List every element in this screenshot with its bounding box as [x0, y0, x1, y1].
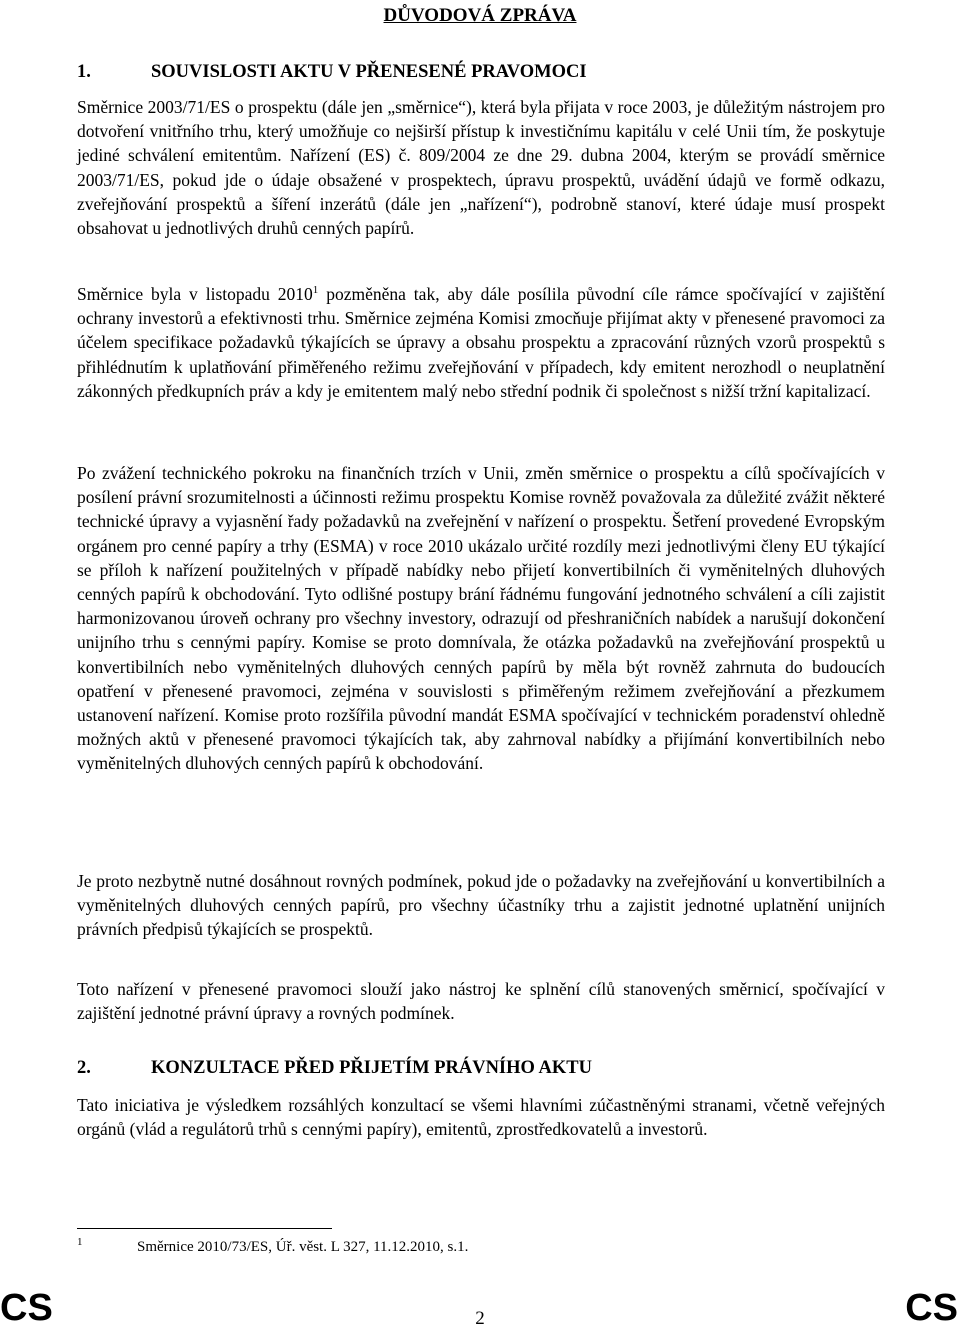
- section-1-heading: [77, 62, 587, 83]
- section-1-paragraph-1: Směrnice 2003/71/ES o prospektu (dále jen „směrnice“), která byla přijata v roce 2003, je důležitým nástrojem pro dotvoření vnitřního trhu, který umožňuje co nejširší přístup k investičnímu kapitálu v celé Unii tím, že poskytuje jediné schválení emitentům. Nařízení (ES) č. 809/2004 ze dne 29. dubna 2004, kterým se provádí směrnice 2003/71/ES, pokud jde o údaje obsažené v prospektech, úpravu prospektů, uvádění údajů ve formě odkazu, zveřejňování prospektů a šíření inzerátů (dále jen „nařízení“), podrobně stanoví, které údaje musí prospekt obsahovat u jednotlivých druhů cenných papírů.: [77, 97, 885, 239]
- section-2-paragraph-1: Tato iniciativa je výsledkem rozsáhlých konzultací se všemi hlavními zúčastněnými stranami, včetně veřejných orgánů (vlád a regulátorů trhů s cennými papíry), emitentů, zprostředkovatelů a investorů.: [77, 1095, 885, 1140]
- section-1-paragraph-3: Po zvážení technického pokroku na finančních trzích v Unii, změn směrnice o prospektu a cílů spočívajících v posílení právní srozumitelnosti a účinnosti režimu prospektu Komise rovněž považovala za důležité zvážit některé technické úpravy a vyjasnění řady požadavků na zveřejnění v nařízení o prospektu. Šetření provedené Evropským orgánem pro cenné papíry a trhy (ESMA) v roce 2010 ukázalo určité rozdíly mezi jednotlivými členy EU týkající se příloh k nařízení použitelných v případě nabídky nebo přijetí konvertibilních či vyměnitelných dluhových cenných papírů k obchodování. Tyto odlišné postupy brání řádnému fungování jednotného schválení a cíli zajistit harmonizovanou úroveň ochrany pro všechny investory, odrazují od přeshraničních nabídek a narušují dokončení unijního trhu s cennými papíry. Komise se proto domnívala, že otázka požadavků na zveřejňování prospektů u konvertibilních nebo vyměnitelných dluhových cenných papírů by měla být rovněž zahrnuta do budoucích opatření v přenesené pravomoci, zejména v souvislosti s přiměřeným režimem zveřejňování a přezkumem ustanovení nařízení. Komise proto rozšířila původní mandát ESMA spočívající v technickém poradenství ohledně možných aktů v přenesené pravomoci týkajících tak, aby zahrnoval nabídky a přijímání konvertibilních nebo vyměnitelných dluhových cenných papírů k obchodování.: [77, 463, 885, 774]
- section-1-paragraph-4: Je proto nezbytně nutné dosáhnout rovných podmínek, pokud jde o požadavky na zveřejňování u konvertibilních a vyměnitelných dluhových cenných papírů, pro všechny účastníky trhu a zajistit jednotné uplatnění unijních právních předpisů týkajících se prospektů.: [77, 871, 885, 940]
- language-code-left: CS: [0, 1287, 53, 1329]
- footnote: 1 Směrnice 2010/73/ES, Úř. věst. L 327, 11.12.2010, s.1.: [77, 1236, 469, 1255]
- section-2-title: KONZULTACE PŘED PŘIJETÍM PRÁVNÍHO AKTU: [151, 1058, 592, 1078]
- footnote-separator: [77, 1228, 332, 1229]
- language-code-right: CS: [905, 1287, 958, 1329]
- section-1-number: 1.: [77, 62, 91, 82]
- section-1-paragraph-2: [77, 282, 885, 403]
- document-title: DŮVODOVÁ ZPRÁVA: [383, 5, 577, 26]
- section-1-paragraph-5: Toto nařízení v přenesené pravomoci slouží jako nástroj ke splnění cílů stanovených směrnicí, spočívající v zajištění jednotné právní úpravy a rovných podmínek.: [77, 979, 885, 1024]
- page-number: 2: [475, 1308, 485, 1329]
- section-1-title: SOUVISLOSTI AKTU V PŘENESENÉ PRAVOMOCI: [151, 62, 587, 82]
- paragraph-2-rest: pozměněna tak, aby dále posílila původní cíle rámce spočívající v zajištění ochrany investorů a efektivnosti trhu. Směrnice zejména Komisi zmocňuje přijímat akty v přenesené pravomoci za účelem specifikace požadavků týkajících se úpravy a obsahu prospektu a zpracování různých vzorů prospektů s přihlédnutím k uplatňování přiměřeného režimu zveřejňování v případech, kdy emitent nerozhodl o neuplatnění zákonných předkupních práv a kdy je emitentem malý nebo střední podnik či společnost s nižší tržní kapitalizací.: [77, 284, 885, 401]
- section-2-heading: [77, 1058, 592, 1079]
- footnote-text: Směrnice 2010/73/ES, Úř. věst. L 327, 11.12.2010, s.1.: [137, 1239, 469, 1255]
- paragraph-2-start: Směrnice byla v listopadu 2010: [77, 284, 313, 304]
- footnote-reference[interactable]: 1: [312, 284, 319, 297]
- section-2-number: 2.: [77, 1058, 91, 1078]
